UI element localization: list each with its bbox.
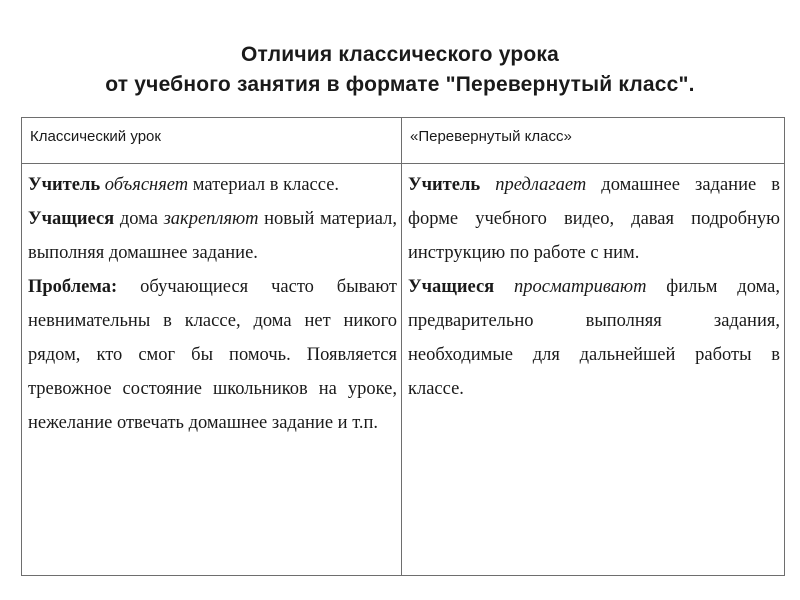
classic-teacher-verb: объясняет [104, 175, 189, 195]
flipped-students-label: Учащиеся [408, 277, 495, 297]
classic-students-paragraph [28, 202, 397, 270]
title-line-1: Отличия классического урока [241, 43, 559, 66]
table-row [22, 164, 785, 576]
cell-classic-lesson [22, 164, 402, 576]
page-title [0, 40, 800, 100]
classic-teacher-text: материал в классе. [192, 175, 340, 195]
flipped-teacher-verb: предлагает [495, 175, 587, 195]
comparison-table [21, 117, 785, 576]
title-line-2: от учебного занятия в формате "Перевернутый класс". [105, 73, 695, 96]
classic-students-text: новый материал, выполняя домашнее задание. [28, 209, 397, 263]
flipped-teacher-label: Учитель [408, 175, 481, 195]
classic-problem-paragraph [28, 270, 397, 440]
flipped-students-verb: просматривают [514, 277, 647, 297]
classic-problem-label: Проблема: [28, 277, 118, 297]
classic-teacher-paragraph [28, 168, 397, 202]
flipped-students-paragraph [408, 270, 780, 406]
classic-students-label: Учащиеся [28, 209, 115, 229]
header-classic-lesson: Классический урок [22, 118, 402, 164]
header-flipped-class: «Перевернутый класс» [402, 118, 785, 164]
table-header-row [22, 118, 785, 164]
cell-flipped-class [402, 164, 785, 576]
flipped-students-text: фильм дома, предварительно выполняя задания, необходимые для дальнейшей работы в классе. [408, 277, 781, 399]
flipped-teacher-paragraph [408, 168, 780, 270]
flipped-teacher-text: домашнее задание в форме учебного видео, давая подробную инструкцию по работе с ним. [408, 175, 781, 263]
classic-students-verb: закрепляют [163, 209, 259, 229]
classic-teacher-label: Учитель [28, 175, 101, 195]
classic-problem-text: обучающиеся часто бывают невнимательны в классе, дома нет никого рядом, кто смог бы помочь. Появляется тревожное состояние школьников на уроке, нежелание отвечать домашнее задание и т.п. [28, 277, 398, 433]
classic-students-place: дома [119, 209, 158, 229]
